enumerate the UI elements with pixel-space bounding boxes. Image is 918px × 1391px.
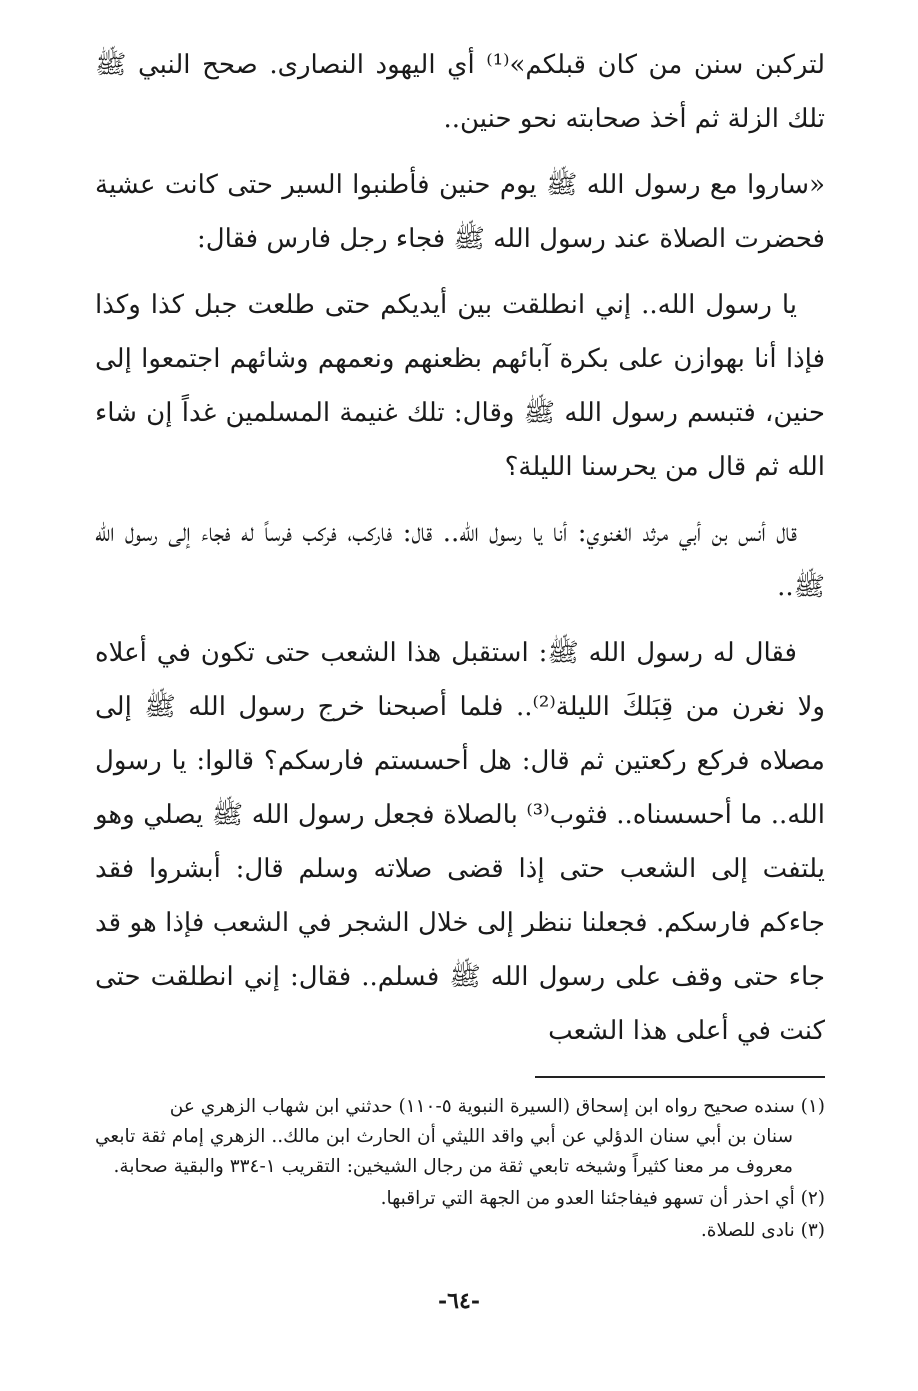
page-number: -٦٤- [438,1288,480,1314]
footnote-1 [95,1092,825,1182]
footnotes [95,1092,825,1246]
footnote-1-continuation: سنان بن أبي سنان الدؤلي عن أبي واقد الليثي أن الحارث ابن مالك.. الزهري إمام ثقة تابعي معروف مر معنا كثيراً وشيخه تابعي ثقة من رجال الشيخين: التقريب ١-٣٣٤ والبقية صحابة. [95,1126,793,1177]
body-paragraph-1: لتركبن سنن من كان قبلكم»⁽¹⁾ أي اليهود النصارى. صحح النبي ﷺ تلك الزلة ثم أخذ صحابته نحو حنين.. [95,50,825,134]
footnote-2-text: أي احذر أن تسهو فيفاجئنا العدو من الجهة التي تراقبها. [380,1188,795,1209]
footnote-3-number: (٣) [800,1220,825,1241]
footnote-1-first-line: سنده صحيح رواه ابن إسحاق (السيرة النبوية ٥-١١٠) حدثني ابن شهاب الزهري عن [169,1096,795,1117]
body-paragraph-3: يا رسول الله.. إني انطلقت بين أيديكم حتى طلعت جبل كذا وكذا فإذا أنا بهوازن على بكرة آبائهم بظعنهم ونعمهم وشائهم اجتمعوا إلى حنين، فتبسم رسول الله ﷺ وقال: تلك غنيمة المسلمين غداً إن شاء الله ثم قال من يحرسنا الليلة؟ [95,290,825,482]
footnote-3-text: نادى للصلاة. [700,1220,795,1241]
footnote-2-number: (٢) [800,1188,825,1209]
footnote-separator [535,1076,825,1078]
body-paragraph-5: فقال له رسول الله ﷺ: استقبل هذا الشعب حتى تكون في أعلاه ولا نغرن من قِبَلكَ الليلة⁽²⁾.. فلما أصبحنا خرج رسول الله ﷺ إلى مصلاه فركع ركعتين ثم قال: هل أحسستم فارسكم؟ قالوا: يا رسول الله.. ما أحسسناه.. فثوب⁽³⁾ بالصلاة فجعل رسول الله ﷺ يصلي وهو يلتفت إلى الشعب حتى إذا قضى صلاته وسلم قال: أبشروا فقد جاءكم فارسكم. فجعلنا ننظر إلى خلال الشجر في الشعب فإذا هو قد جاء حتى وقف على رسول الله ﷺ فسلم.. فقال: إني انطلقت حتى كنت في أعلى هذا الشعب [95,638,825,1046]
body-paragraph-4: قال أنس بن أبي مرثد الغنوي: أنا يا رسول الله.. قال: فاركب، فركب فرساً له فجاء إلى رسول الله ﷺ.. [95,518,825,602]
page-content [95,38,825,1248]
footnote-3 [95,1216,825,1246]
footnote-1-number: (١) [800,1096,825,1117]
body-paragraph-2: «ساروا مع رسول الله ﷺ يوم حنين فأطنبوا السير حتى كانت عشية فحضرت الصلاة عند رسول الله ﷺ فجاء رجل فارس فقال: [95,170,825,254]
footnote-2 [95,1184,825,1214]
